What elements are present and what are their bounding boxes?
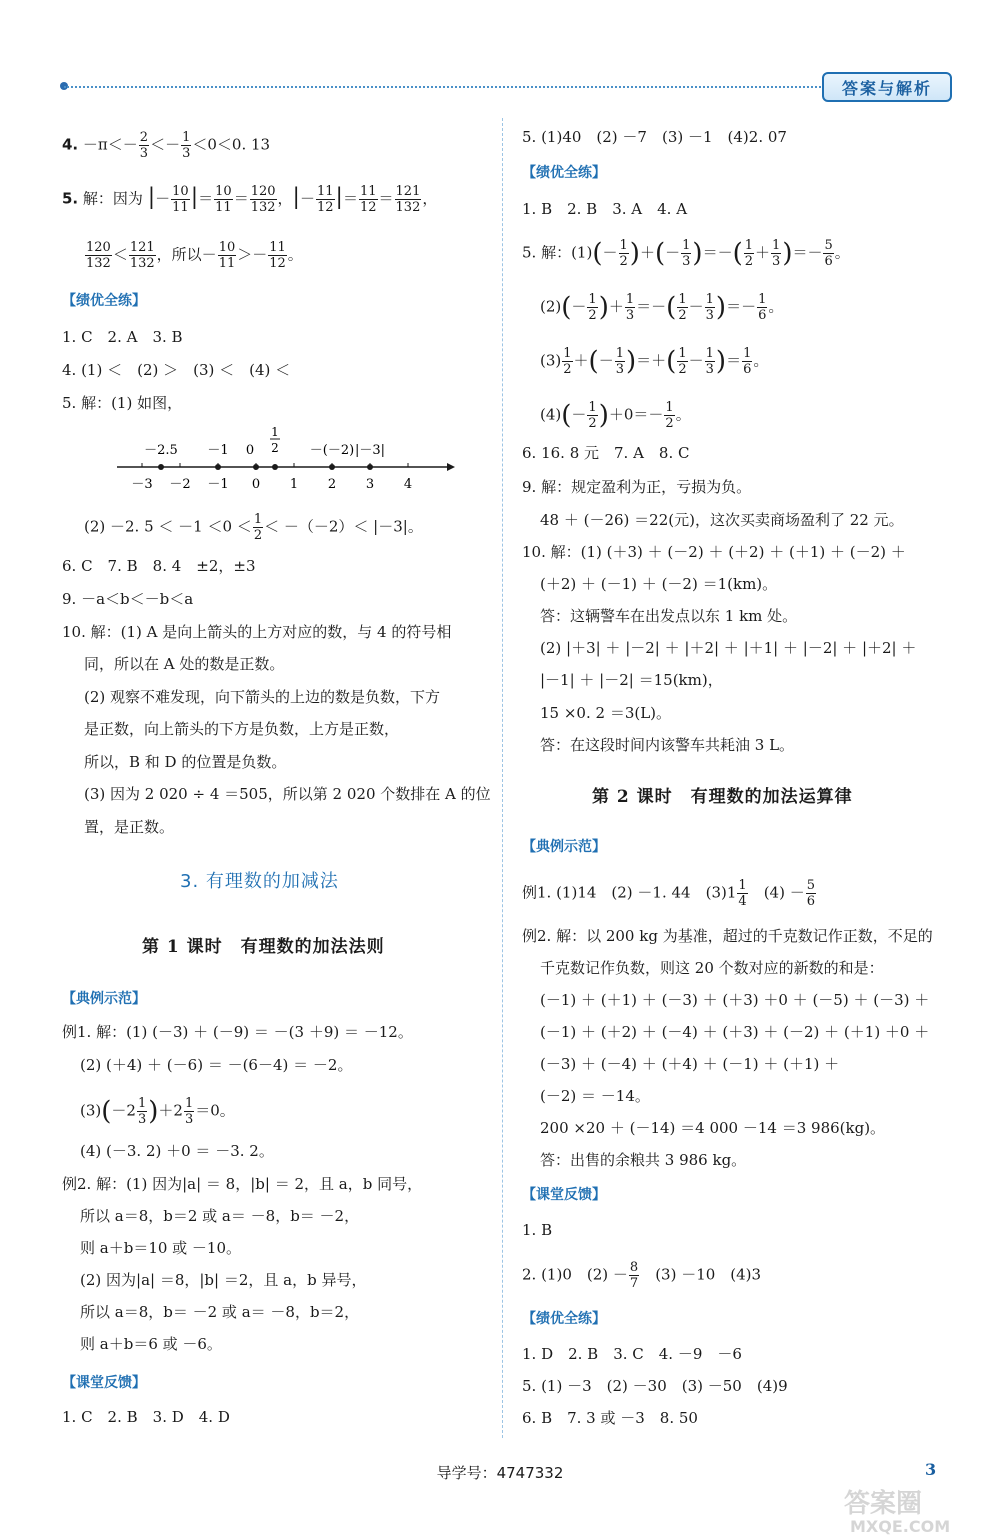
- r-jiyou-1-4: 1. D 2. B 3. C 4. －9 －6: [522, 1345, 742, 1363]
- r-answer-5-3: (3) $\frac{1}{2}$ ＋(－ $\frac{1}{3}$ )＝＋( $\frac{1}{2}$ － $\frac{1}{3}$ )＝ $\frac{1}{6}$ 。: [540, 346, 769, 377]
- page-number: 3: [925, 1460, 937, 1479]
- r-example-2-l2: 千克数记作负数，则这 20 个数对应的新数的和是：: [540, 959, 884, 977]
- number-line-point-label: |－3|: [354, 443, 386, 458]
- r-answer-5-2: (2)(－ $\frac{1}{2}$ )＋ $\frac{1}{3}$ ＝－( $\frac{1}{2}$ － $\frac{1}{3}$ )＝－ $\frac{1}{6}$ 。: [540, 292, 784, 323]
- number-line-tick-label: 0: [251, 477, 261, 492]
- example-2-l1: 例2. 解：(1) 因为|a| ＝ 8，|b| ＝ 2，且 a，b 同号，: [62, 1175, 423, 1193]
- section-jiyou-1: 【绩优全练】: [62, 293, 146, 309]
- r-example-2-l5: (－3) ＋ (－4) ＋ (＋4) ＋ (－1) ＋ (＋1) ＋: [540, 1055, 840, 1073]
- number-line-tick-label: 4: [403, 477, 413, 492]
- example-1-l2: (2) (＋4) ＋ (－6) ＝ －(6－4) ＝ －2。: [80, 1056, 353, 1074]
- chapter-title: 3. 有理数的加减法: [180, 871, 339, 892]
- number-line-tick-label: －1: [207, 477, 229, 492]
- answer-4: 4. －π＜－ $\frac{2}{3}$ ＜－ $\frac{1}{3}$ ＜0＜0. 13: [62, 130, 271, 161]
- lesson-2-title: 第 2 课时 有理数的加法运算律: [592, 787, 853, 807]
- example-2-l3: 则 a＋b＝10 或 －10。: [80, 1239, 242, 1257]
- svg-text:答案圈: 答案圈: [844, 1489, 923, 1519]
- answer-10-l3: (2) 观察不难发现，向下箭头的上边的数是负数，下方: [84, 688, 441, 706]
- r-answer-10-l6: 15 ×0. 2 ＝3(L)。: [540, 704, 672, 722]
- r-answer-9-l1: 9. 解：规定盈利为正，亏损为负。: [522, 478, 752, 496]
- answers-1-3: 1. C 2. A 3. B: [62, 328, 183, 346]
- r-jiyou-6-8: 6. B 7. 3 或 －3 8. 50: [522, 1409, 698, 1427]
- ketang-answers: 1. C 2. B 3. D 4. D: [62, 1408, 230, 1426]
- section-dianli-2: 【典例示范】: [522, 839, 606, 855]
- answer-10-l1: 10. 解：(1) A 是向上箭头的上方对应的数，与 4 的符号相: [62, 623, 452, 641]
- number-line-point-label: －2.5: [144, 443, 178, 458]
- answer-9: 9. －a＜b＜－b＜a: [62, 590, 194, 608]
- number-line-point-label: －(－2): [309, 443, 355, 458]
- example-2-l6: 则 a＋b＝6 或 －6。: [80, 1335, 222, 1353]
- r-example-2-l7: 200 ×20 ＋ (－14) ＝4 000 －14 ＝3 986(kg)。: [540, 1119, 886, 1137]
- r-example-2-l4: (－1) ＋ (＋2) ＋ (－4) ＋ (＋3) ＋ (－2) ＋ (＋1) ＋0 ＋: [540, 1023, 930, 1041]
- r-answer-5-4: (4)(－ $\frac{1}{2}$ )＋0＝－ $\frac{1}{2}$ 。: [540, 400, 691, 431]
- r-example-2-l8: 答：出售的余粮共 3 986 kg。: [540, 1151, 747, 1169]
- answer-10-l6: (3) 因为 2 020 ÷ 4 ＝505，所以第 2 020 个数排在 A 的位: [84, 785, 491, 803]
- r-example-2-l1: 例2. 解：以 200 kg 为基准，超过的千克数记作正数，不足的: [522, 927, 933, 945]
- number-line-half-denominator: 2: [271, 441, 279, 455]
- r-answer-5: 5. (1)40 (2) －7 (3) －1 (4)2. 07: [522, 128, 787, 146]
- number-line-point: [329, 464, 335, 470]
- number-line-half-numerator: 1: [271, 425, 279, 439]
- section-ketang-1: 【课堂反馈】: [62, 1375, 146, 1391]
- r-answer-10-l2: (＋2) ＋ (－1) ＋ (－2) ＝1(km)。: [540, 575, 778, 593]
- number-line-tick-label: 3: [365, 477, 375, 492]
- answers-6-8: 6. C 7. B 8. 4 ±2，±3: [62, 557, 256, 575]
- r-answer-10-l7: 答：在这段时间内该警车共耗油 3 L。: [540, 736, 795, 754]
- number-line-point: [253, 464, 259, 470]
- section-dianli-1: 【典例示范】: [62, 991, 146, 1007]
- number-line-point-label: 0: [245, 443, 255, 458]
- r-answer-10-l3: 答：这辆警车在出发点以东 1 km 处。: [540, 607, 798, 625]
- answer-10-l2: 同，所以在 A 处的数是正数。: [84, 655, 285, 673]
- answer-tab: 答案与解析: [822, 72, 952, 102]
- number-line-tick-label: －2: [169, 477, 191, 492]
- answer-10-l4: 是正数，向上箭头的下方是负数，上方是正数，: [84, 720, 400, 738]
- example-2-l5: 所以 a＝8，b＝ －2 或 a＝ －8，b＝2，: [80, 1303, 360, 1321]
- r-answer-10-l4: (2) |＋3| ＋ |－2| ＋ |＋2| ＋ |＋1| ＋ |－2| ＋ |＋2| ＋: [540, 639, 917, 657]
- watermark-logo: [840, 1482, 990, 1536]
- r-ketang-1: 1. B: [522, 1221, 553, 1239]
- column-divider: [502, 118, 503, 1438]
- page-header: [0, 0, 1000, 110]
- section-jiyou-3: 【绩优全练】: [522, 1311, 606, 1327]
- answers-5-2: (2) －2. 5 ＜ －1 ＜0 ＜ $\frac{1}{2}$ ＜ －（－2）＜ |－3|。: [84, 512, 423, 543]
- answer-5-line2: $\frac{120}{132}$ ＜ $\frac{121}{132}$ ，所以－ $\frac{10}{11}$ ＞－ $\frac{11}{12}$ 。: [86, 240, 303, 271]
- number-line-tick-label: 2: [327, 477, 337, 492]
- number-line-point: [367, 464, 373, 470]
- r-example-2-l3: (－1) ＋ (＋1) ＋ (－3) ＋ (＋3) ＋0 ＋ (－5) ＋ (－3) ＋: [540, 991, 930, 1009]
- r-answer-5-1: 5. 解：(1)(－ $\frac{1}{2}$ )＋(－ $\frac{1}{3}$ )＝－( $\frac{1}{2}$ ＋ $\frac{1}{3}$ )＝－ $\frac{5}{6}$ 。: [522, 238, 850, 269]
- footer-code: 导学号：4747332: [436, 1464, 564, 1482]
- answer-10-l5: 所以，B 和 D 的位置是负数。: [84, 753, 287, 771]
- answers-5: 5. 解：(1) 如图，: [62, 394, 183, 412]
- number-line-tick-label: －3: [131, 477, 153, 492]
- number-line-point: [215, 464, 221, 470]
- r-answers-6-8: 6. 16. 8 元 7. A 8. C: [522, 444, 690, 462]
- example-1-l1: 例1. 解：(1) (－3) ＋ (－9) ＝ －(3 ＋9) ＝ －12。: [62, 1023, 413, 1041]
- answer-10-l7: 置，是正数。: [84, 818, 175, 836]
- number-line-point: [272, 464, 278, 470]
- r-answer-10-l5: |－1| ＋ |－2| ＝15(km)，: [540, 671, 723, 689]
- lesson-1-title: 第 1 课时 有理数的加法法则: [142, 937, 385, 957]
- example-2-l2: 所以 a＝8，b＝2 或 a＝ －8，b＝ －2，: [80, 1207, 360, 1225]
- number-line: [112, 422, 462, 502]
- number-line-point-label: －1: [207, 443, 229, 458]
- answers-4: 4. (1) ＜ (2) ＞ (3) ＜ (4) ＜: [62, 361, 291, 379]
- number-line-tick-label: 1: [289, 477, 299, 492]
- r-example-2-l6: (－2) ＝ －14。: [540, 1087, 650, 1105]
- example-1-l4: (4) (－3. 2) ＋0 ＝ －3. 2。: [80, 1142, 274, 1160]
- example-2-l4: (2) 因为|a| ＝8，|b| ＝2，且 a，b 异号，: [80, 1271, 367, 1289]
- r-ketang-2: 2. (1)0 (2) － $\frac{8}{7}$ (3) －10 (4)3: [522, 1260, 762, 1291]
- section-jiyou-2: 【绩优全练】: [522, 165, 606, 181]
- r-answer-9-l2: 48 ＋ (－26) ＝22(元)，这次买卖商场盈利了 22 元。: [540, 511, 904, 529]
- header-dotted-line: [64, 86, 824, 88]
- r-jiyou-5: 5. (1) －3 (2) －30 (3) －50 (4)9: [522, 1377, 788, 1395]
- r-answers-1-4: 1. B 2. B 3. A 4. A: [522, 200, 688, 218]
- number-line-point: [158, 464, 164, 470]
- section-ketang-2: 【课堂反馈】: [522, 1187, 606, 1203]
- r-answer-10-l1: 10. 解：(1) (＋3) ＋ (－2) ＋ (＋2) ＋ (＋1) ＋ (－2) ＋: [522, 543, 906, 561]
- example-1-l3: (3)(－2 $\frac{1}{3}$ )＋2 $\frac{1}{3}$ ＝0。: [80, 1096, 235, 1127]
- svg-text:MXQE.COM: MXQE.COM: [850, 1517, 951, 1536]
- answer-5: 5. 解：因为 |－ $\frac{10}{11}$ |＝ $\frac{10}{11}$ ＝ $\frac{120}{132}$ ，|－ $\frac{11}{12}$ |＝ $\frac{11}{12}$ ＝ $\frac{121}{132}$ ，: [62, 184, 438, 215]
- r-example-1: 例1. (1)14 (2) －1. 44 (3)1 $\frac{1}{4}$ (4) － $\frac{5}{6}$: [522, 878, 815, 909]
